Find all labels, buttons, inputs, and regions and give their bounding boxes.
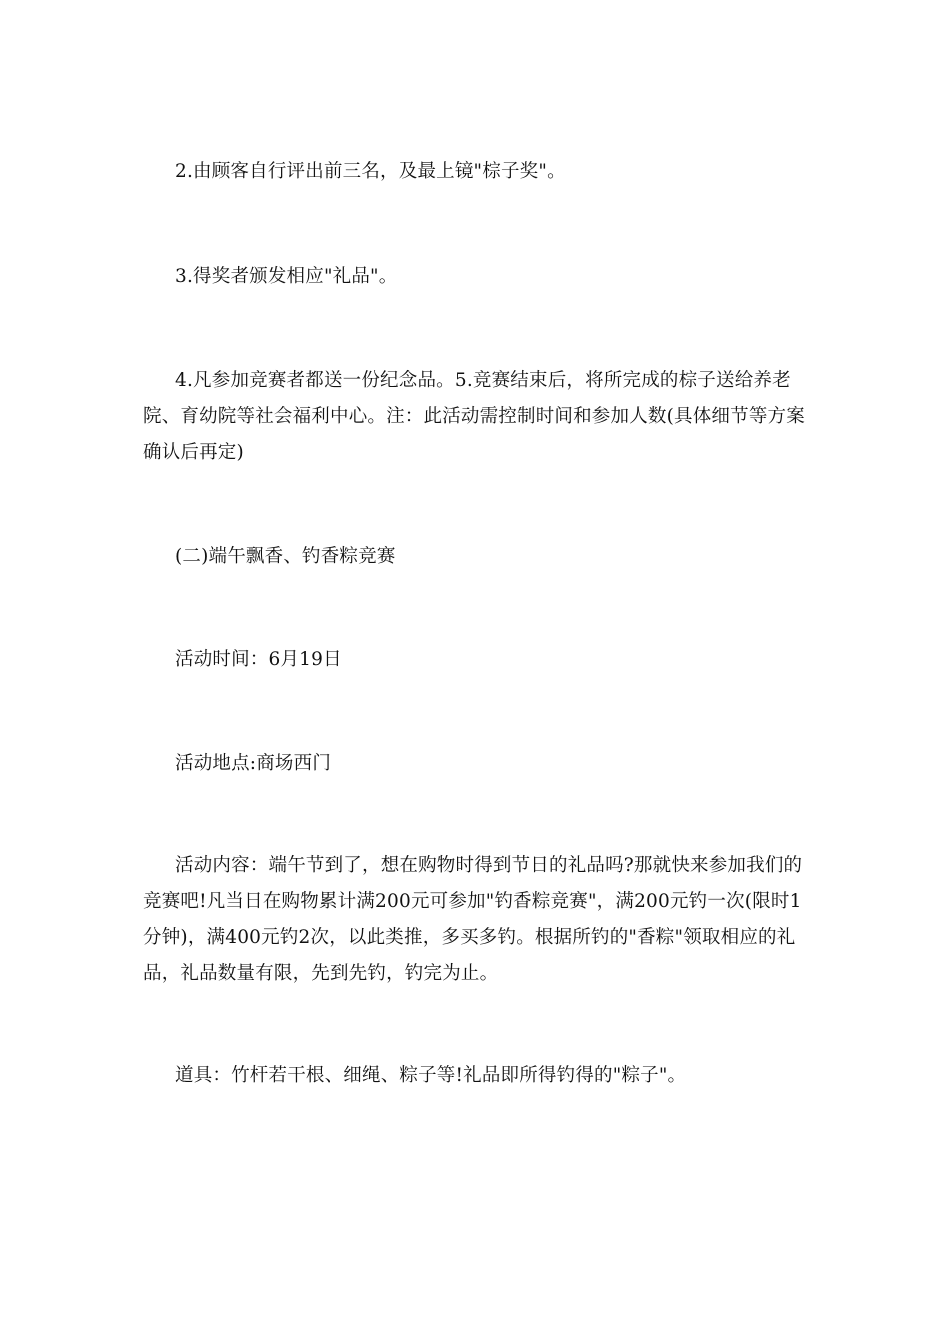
paragraph-event-location: 活动地点:商场西门 [175, 753, 332, 774]
paragraph-souvenir-note: 4.凡参加竞赛者都送一份纪念品。5.竞赛结束后，将所完成的棕子送给养老院、育幼院等社会福利中心。注：此活动需控制时间和参加人数(具体细节等方案确认后再定) [143, 370, 805, 463]
section-heading-fishing-contest: (二)端午飘香、钓香粽竞赛 [175, 546, 396, 567]
paragraph-event-content: 活动内容：端午节到了，想在购物时得到节日的礼品吗?那就快来参加我们的竞赛吧!凡当日在购物累计满200元可参加"钓香粽竞赛"，满200元钓一次(限时1分钟)，满400元钓2次，以此类推，多买多钓。根据所钓的"香粽"领取相应的礼品，礼品数量有限，先到先钓，钓完为止。 [143, 855, 803, 984]
paragraph-props: 道具：竹杆若干根、细绳、粽子等!礼品即所得钓得的"粽子"。 [175, 1065, 687, 1086]
paragraph-prize-issue: 3.得奖者颁发相应"礼品"。 [175, 266, 398, 287]
paragraph-event-time: 活动时间：6月19日 [175, 649, 342, 670]
paragraph-award-selection: 2.由顾客自行评出前三名，及最上镜"棕子奖"。 [175, 161, 566, 182]
